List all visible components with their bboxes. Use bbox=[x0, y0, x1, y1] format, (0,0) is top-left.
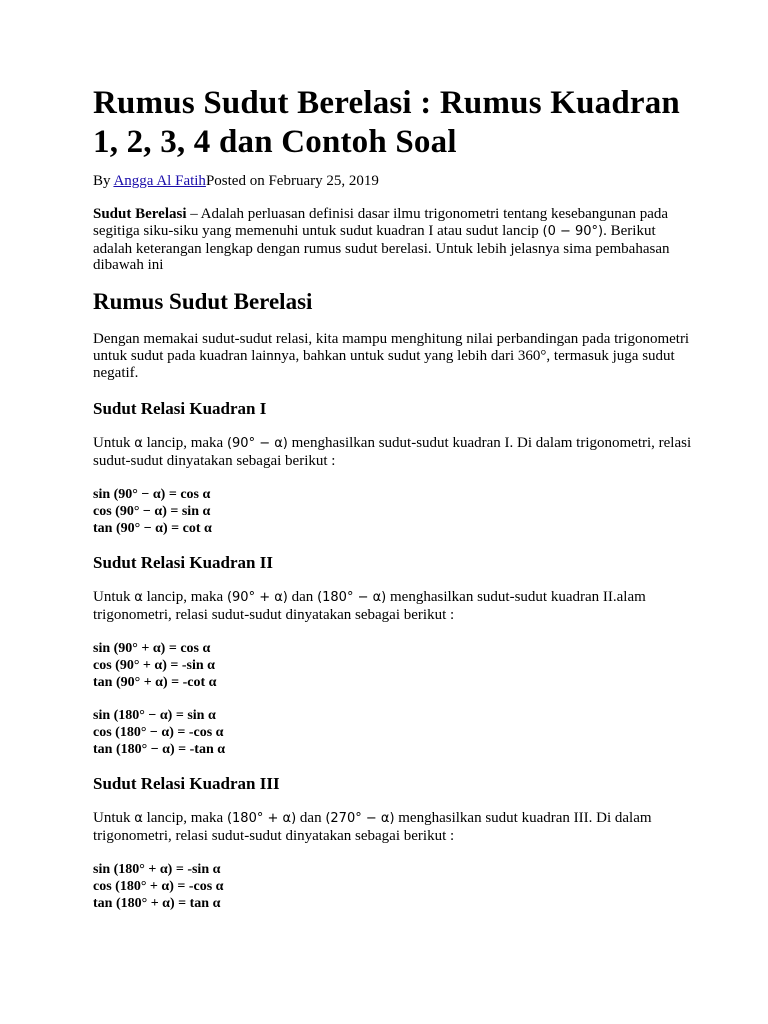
q3-text-3: dan bbox=[296, 810, 326, 826]
q3-formulas bbox=[93, 861, 224, 912]
q2-formulas-a bbox=[93, 640, 217, 691]
intro-paragraph bbox=[93, 206, 693, 274]
q2-text-2: lancip, maka bbox=[142, 589, 227, 605]
q3-alpha: α bbox=[134, 811, 143, 826]
q2-text-3: dan bbox=[287, 589, 318, 605]
byline bbox=[93, 172, 379, 190]
author-link[interactable]: Angga Al Fatih bbox=[113, 173, 206, 189]
q2-formulas-b bbox=[93, 707, 225, 758]
byline-by: By bbox=[93, 173, 114, 189]
formula: cos (180° − α) = -cos α bbox=[93, 725, 224, 740]
q3-paragraph bbox=[93, 810, 693, 845]
q2-paragraph bbox=[93, 589, 693, 624]
formula: cos (90° + α) = -sin α bbox=[93, 658, 215, 673]
posted-date: Posted on February 25, 2019 bbox=[205, 173, 379, 189]
q3-expr-2: (270° − α) bbox=[325, 811, 395, 826]
q1-text-2: lancip, maka bbox=[142, 435, 227, 451]
q1-formulas bbox=[93, 486, 212, 537]
q2-heading: Sudut Relasi Kuadran II bbox=[93, 553, 273, 572]
q1-expr-1: (90° − α) bbox=[226, 436, 288, 451]
q1-heading: Sudut Relasi Kuadran I bbox=[93, 399, 267, 418]
formula: tan (180° + α) = tan α bbox=[93, 896, 221, 911]
section-heading: Rumus Sudut Berelasi bbox=[93, 289, 313, 314]
q2-text-4: menghasilkan sudut-sudut kuadran II.alam trigonometri, relasi sudut-sudut dinyatakan sebagai berikut : bbox=[93, 589, 646, 623]
q3-expr-1: (180° + α) bbox=[226, 811, 297, 826]
formula: tan (90° + α) = -cot α bbox=[93, 675, 217, 690]
q3-heading: Sudut Relasi Kuadran III bbox=[93, 774, 280, 793]
q1-text-1: Untuk bbox=[93, 435, 135, 451]
q2-expr-2: (180° − α) bbox=[317, 590, 387, 605]
q3-text-4: menghasilkan sudut kuadran III. Di dalam trigonometri, relasi sudut-sudut dinyatakan sebagai berikut : bbox=[93, 810, 652, 844]
q1-text-3: menghasilkan sudut-sudut kuadran I. Di dalam trigonometri, relasi sudut-sudut dinyatakan sebagai berikut : bbox=[93, 435, 692, 469]
q1-alpha: α bbox=[134, 436, 143, 451]
intro-text-2: . Berikut adalah keterangan lengkap dengan rumus sudut berelasi. Untuk lebih jelasnya sima pembahasan dibawah ini bbox=[93, 222, 670, 274]
formula: sin (90° − α) = cos α bbox=[93, 487, 211, 502]
formula: sin (90° + α) = cos α bbox=[93, 641, 211, 656]
q1-paragraph bbox=[93, 435, 693, 470]
q3-text-2: lancip, maka bbox=[142, 810, 227, 826]
section-paragraph: Dengan memakai sudut-sudut relasi, kita mampu menghitung nilai perbandingan pada trigonometri untuk sudut pada kuadran lainnya, bahkan untuk sudut yang lebih dari 360°, termasuk juga sudut negatif. bbox=[93, 331, 690, 381]
formula: sin (180° − α) = sin α bbox=[93, 708, 216, 723]
article-title: Rumus Sudut Berelasi : Rumus Kuadran 1, 2, 3, 4 dan Contoh Soal bbox=[93, 85, 680, 160]
q2-expr-1: (90° + α) bbox=[226, 590, 288, 605]
formula: cos (180° + α) = -cos α bbox=[93, 879, 224, 894]
formula: tan (90° − α) = cot α bbox=[93, 521, 212, 536]
intro-term: Sudut Berelasi bbox=[93, 206, 187, 222]
formula: cos (90° − α) = sin α bbox=[93, 504, 211, 519]
q2-text-1: Untuk bbox=[93, 589, 135, 605]
q2-alpha: α bbox=[134, 590, 143, 605]
formula: sin (180° + α) = -sin α bbox=[93, 862, 221, 877]
q3-text-1: Untuk bbox=[93, 810, 135, 826]
intro-range: (0 − 90°) bbox=[542, 223, 604, 239]
intro-text-1: – Adalah perluasan definisi dasar ilmu trigonometri tentang kesebangunan pada segitiga siku-siku yang memenuhi untuk sudut kuadran I atau sudut lancip bbox=[93, 206, 669, 239]
formula: tan (180° − α) = -tan α bbox=[93, 742, 226, 757]
